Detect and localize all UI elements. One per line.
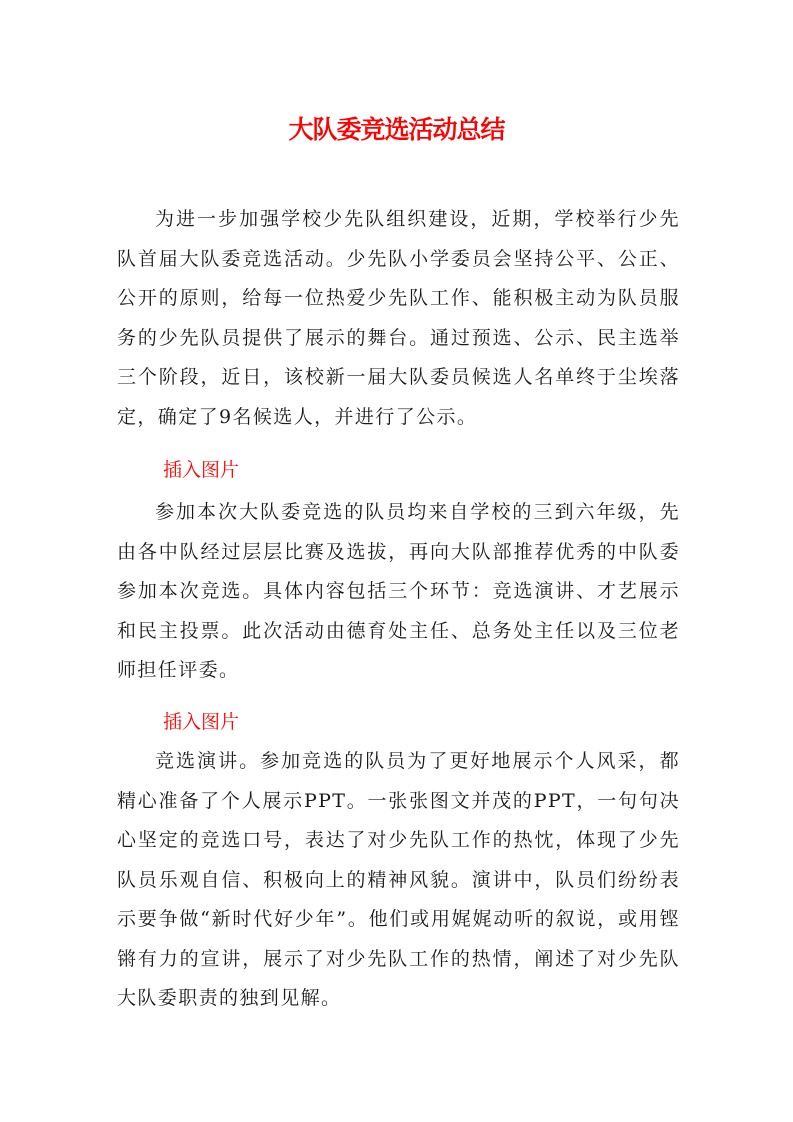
paragraph-speech: 竞选演讲。参加竞选的队员为了更好地展示个人风采，都精心准备了个人展示PPT。一张张图文并茂的PPT，一句句决心坚定的竞选口号，表达了对少先队工作的热忱，体现了少先队员乐观自信、积极向上的精神风貌。演讲中，队员们纷纷表示要争做“新时代好少年”。他们或用娓娓动听的叙说，或用铿锵有力的宣讲，展示了对少先队工作的热情，阐述了对少先队大队委职责的独到见解。 xyxy=(117,750,680,1009)
paragraph-participants: 参加本次大队委竞选的队员均来自学校的三到六年级，先由各中队经过层层比赛及选拔，再向大队部推荐优秀的中队委参加本次竞选。具体内容包括三个环节：竞选演讲、才艺展示和民主投票。此次活动由德育处主任、总务处主任以及三位老师担任评委。 xyxy=(117,501,680,681)
document-title: 大队委竞选活动总结 xyxy=(288,115,505,144)
image-placeholder-2: 插入图片 xyxy=(163,711,240,733)
image-placeholder-1: 插入图片 xyxy=(163,459,240,481)
paragraph-intro: 为进一步加强学校少先队组织建设，近期，学校举行少先队首届大队委竞选活动。少先队小学委员会坚持公平、公正、公开的原则，给每一位热爱少先队工作、能积极主动为队员服务的少先队员提供了展示的舞台。通过预选、公示、民主选举三个阶段，近日，该校新一届大队委员候选人名单终于尘埃落定，确定了9名候选人，并进行了公示。 xyxy=(117,208,680,428)
